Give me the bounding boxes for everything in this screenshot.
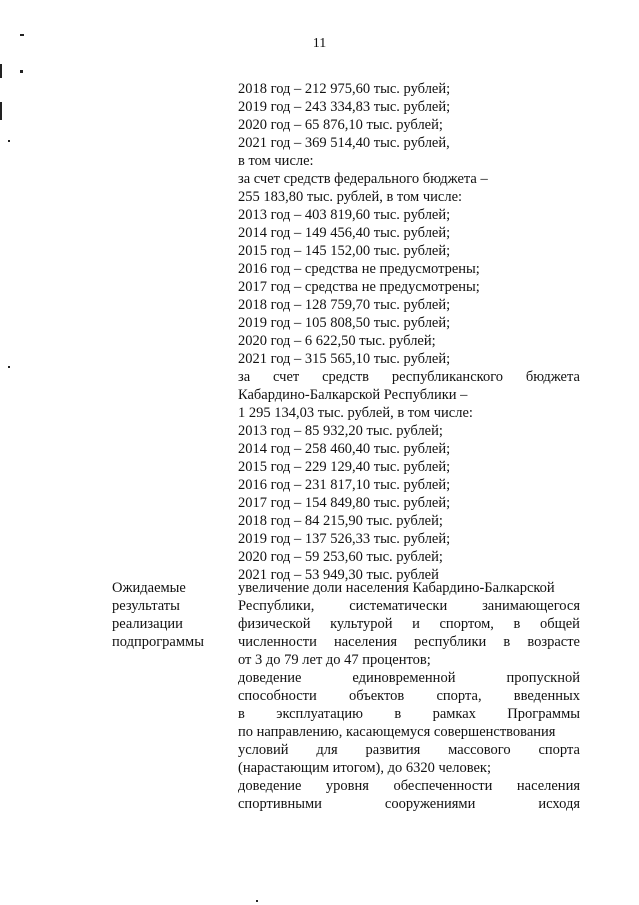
word: развития [365, 742, 421, 758]
finance-line: 2013 год – 403 819,60 тыс. рублей; [238, 207, 451, 223]
word: в [394, 706, 402, 722]
finance-line: 2013 год – 85 932,20 тыс. рублей; [238, 423, 443, 439]
word: систематически [349, 598, 448, 614]
word: бюджета [525, 369, 580, 385]
word: счет [273, 369, 300, 385]
finance-line: 2021 год – 369 514,40 тыс. рублей, [238, 135, 450, 151]
word: введенных [513, 688, 580, 704]
finance-line: 2020 год – 65 876,10 тыс. рублей; [238, 117, 443, 133]
word: сооружениями [384, 796, 476, 812]
word: в [238, 706, 245, 722]
word: возрасте [527, 634, 580, 650]
finance-line: 2018 год – 128 759,70 тыс. рублей; [238, 297, 451, 313]
scan-mark [256, 900, 258, 902]
finance-line: 2021 год – 315 565,10 тыс. рублей; [238, 351, 451, 367]
finance-line: 2018 год – 212 975,60 тыс. рублей; [238, 81, 451, 97]
word: республиканского [391, 369, 504, 385]
finance-line: 2015 год – 145 152,00 тыс. рублей; [238, 243, 451, 259]
finance-line: за счет средств федерального бюджета – [238, 171, 488, 187]
financing-section [238, 80, 580, 584]
result-line: по направлению, касающемуся совершенствования [238, 724, 556, 740]
label-line: подпрограммы [112, 634, 204, 650]
finance-line: 2015 год – 229 129,40 тыс. рублей; [238, 459, 451, 475]
word: единовременной [352, 670, 456, 686]
result-line [238, 615, 580, 633]
result-line [238, 633, 580, 651]
result-line [238, 705, 580, 723]
label-line: реализации [112, 616, 183, 632]
word: и [412, 616, 420, 632]
republican-budget-heading [238, 368, 580, 386]
page-number: 11 [312, 36, 327, 51]
word: исходя [538, 796, 580, 812]
word: за [238, 369, 251, 385]
word: массового [448, 742, 511, 758]
result-line [238, 687, 580, 705]
finance-line: 1 295 134,03 тыс. рублей, в том числе: [238, 405, 473, 421]
finance-line: 2019 год – 243 334,83 тыс. рублей; [238, 99, 451, 115]
finance-line: 2014 год – 258 460,40 тыс. рублей; [238, 441, 451, 457]
scan-mark [8, 366, 10, 368]
word: занимающегося [482, 598, 580, 614]
word: Республики, [238, 598, 315, 614]
finance-line: 2018 год – 84 215,90 тыс. рублей; [238, 513, 443, 529]
result-line: (нарастающим итогом), до 6320 человек; [238, 760, 491, 776]
finance-line: 2014 год – 149 456,40 тыс. рублей; [238, 225, 451, 241]
finance-line: 255 183,80 тыс. рублей, в том числе: [238, 189, 463, 205]
word: пропускной [506, 670, 580, 686]
result-line: от 3 до 79 лет до 47 процентов; [238, 652, 431, 668]
word: спортивными [238, 796, 322, 812]
word: спорта, [436, 688, 482, 704]
word: уровня [325, 778, 369, 794]
word: средств [322, 369, 370, 385]
finance-line: 2016 год – средства не предусмотрены; [238, 261, 480, 277]
finance-line: 2019 год – 105 808,50 тыс. рублей; [238, 315, 451, 331]
word: способности [238, 688, 317, 704]
word: Программы [507, 706, 580, 722]
result-line [238, 777, 580, 795]
word: для [316, 742, 338, 758]
scan-mark [8, 140, 10, 142]
expected-results-section [238, 579, 580, 813]
result-line: увеличение доли населения Кабардино-Балкарской [238, 580, 555, 596]
word: условий [238, 742, 289, 758]
word: рамках [432, 706, 476, 722]
word: населения [516, 778, 580, 794]
result-line [238, 741, 580, 759]
word: населения [333, 634, 398, 650]
result-line [238, 669, 580, 687]
scan-mark [20, 34, 24, 36]
results-label [112, 579, 230, 651]
finance-line: 2021 год – 53 949,30 тыс. рублей [238, 567, 439, 583]
word: республики [414, 634, 487, 650]
word: физической [238, 616, 311, 632]
result-line [238, 795, 580, 813]
scan-mark [0, 102, 2, 120]
finance-line: 2016 год – 231 817,10 тыс. рублей; [238, 477, 451, 493]
word: в [513, 616, 521, 632]
label-line: результаты [112, 598, 180, 614]
finance-line: Кабардино-Балкарской Республики – [238, 387, 468, 403]
word: доведение [238, 778, 302, 794]
scan-mark [0, 64, 2, 78]
word: объектов [348, 688, 405, 704]
finance-line: 2020 год – 6 622,50 тыс. рублей; [238, 333, 436, 349]
word: спортом, [439, 616, 494, 632]
word: в [503, 634, 511, 650]
finance-line: 2017 год – 154 849,80 тыс. рублей; [238, 495, 451, 511]
word: численности [238, 634, 317, 650]
word: культурой [330, 616, 393, 632]
result-line [238, 597, 580, 615]
word: спорта [538, 742, 580, 758]
finance-line: 2017 год – средства не предусмотрены; [238, 279, 480, 295]
word: эксплуатацию [276, 706, 363, 722]
word: общей [539, 616, 580, 632]
scan-mark [20, 70, 23, 73]
label-line: Ожидаемые [112, 580, 186, 596]
word: обеспеченности [393, 778, 493, 794]
finance-line: 2019 год – 137 526,33 тыс. рублей; [238, 531, 451, 547]
word: доведение [238, 670, 302, 686]
finance-line: 2020 год – 59 253,60 тыс. рублей; [238, 549, 443, 565]
finance-line: в том числе: [238, 153, 314, 169]
